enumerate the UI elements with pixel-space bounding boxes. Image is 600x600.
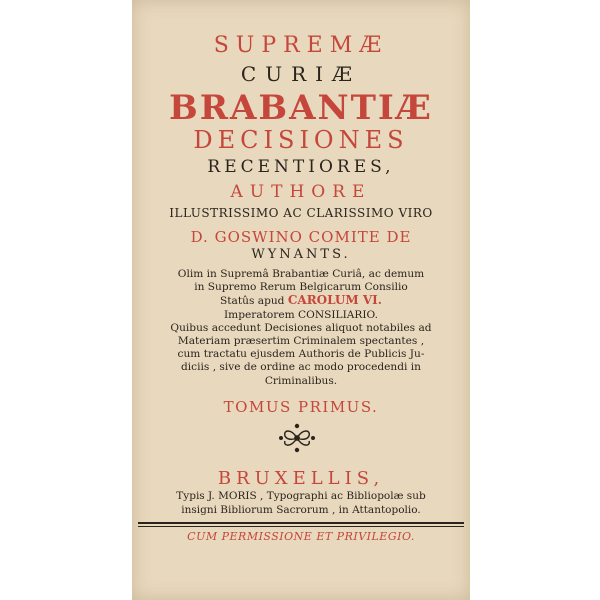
floral-ornament-icon [277, 422, 317, 454]
title-line-supremae: SUPREMÆ [213, 33, 389, 58]
imprint-line-2: insigni Bibliorum Sacrorum , in Attantopolio. [181, 504, 421, 516]
body-line: in Supremo Rerum Belgicarum Consilio [194, 281, 408, 294]
body-line-status: Statûs apud [220, 295, 285, 308]
body-line: Criminalibus. [264, 374, 338, 387]
title-line-decisiones: DECISIONES [193, 126, 409, 154]
title-line-curiae: CURIÆ [240, 62, 362, 86]
privilege-line: CUM PERMISSIONE ET PRIVILEGIO. [187, 530, 415, 543]
body-line: Olim in Supremâ Brabantiæ Curiâ, ac demum [177, 268, 425, 280]
divider-rule-thin [138, 526, 464, 527]
title-line-recentiores: RECENTIORES, [207, 157, 395, 177]
divider-rule [138, 522, 464, 524]
title-line-illustrissimo: ILLUSTRISSIMO AC CLARISSIMO VIRO [169, 206, 433, 220]
volume-label: TOMUS PRIMUS. [223, 398, 379, 416]
author-surname: WYNANTS. [251, 247, 351, 262]
carolus-name: CAROLUM VI. [287, 293, 382, 308]
body-line: diciis , sive de ordine ac modo procedendi in [181, 361, 421, 374]
imprint-city: BRUXELLIS, [217, 468, 385, 489]
author-name: D. GOSWINO COMITE DE [190, 228, 412, 246]
title-line-authore: AUTHORE [230, 182, 372, 202]
body-line: Materiam præsertim Criminalem spectantes , [177, 335, 425, 348]
body-line: Quibus accedunt Decisiones aliquot notabiles ad [170, 321, 432, 334]
body-line [132, 294, 470, 308]
imprint-line-1: Typis J. MORIS , Typographi ac Bibliopolæ sub [176, 490, 426, 502]
body-line: cum tractatu ejusdem Authoris de Publicis Ju- [177, 348, 425, 361]
body-line: Imperatorem CONSILIARIO. [223, 308, 378, 321]
title-line-brabantiae: BRABANTIÆ [169, 88, 433, 128]
title-body-text [132, 268, 470, 388]
title-page [132, 0, 470, 600]
